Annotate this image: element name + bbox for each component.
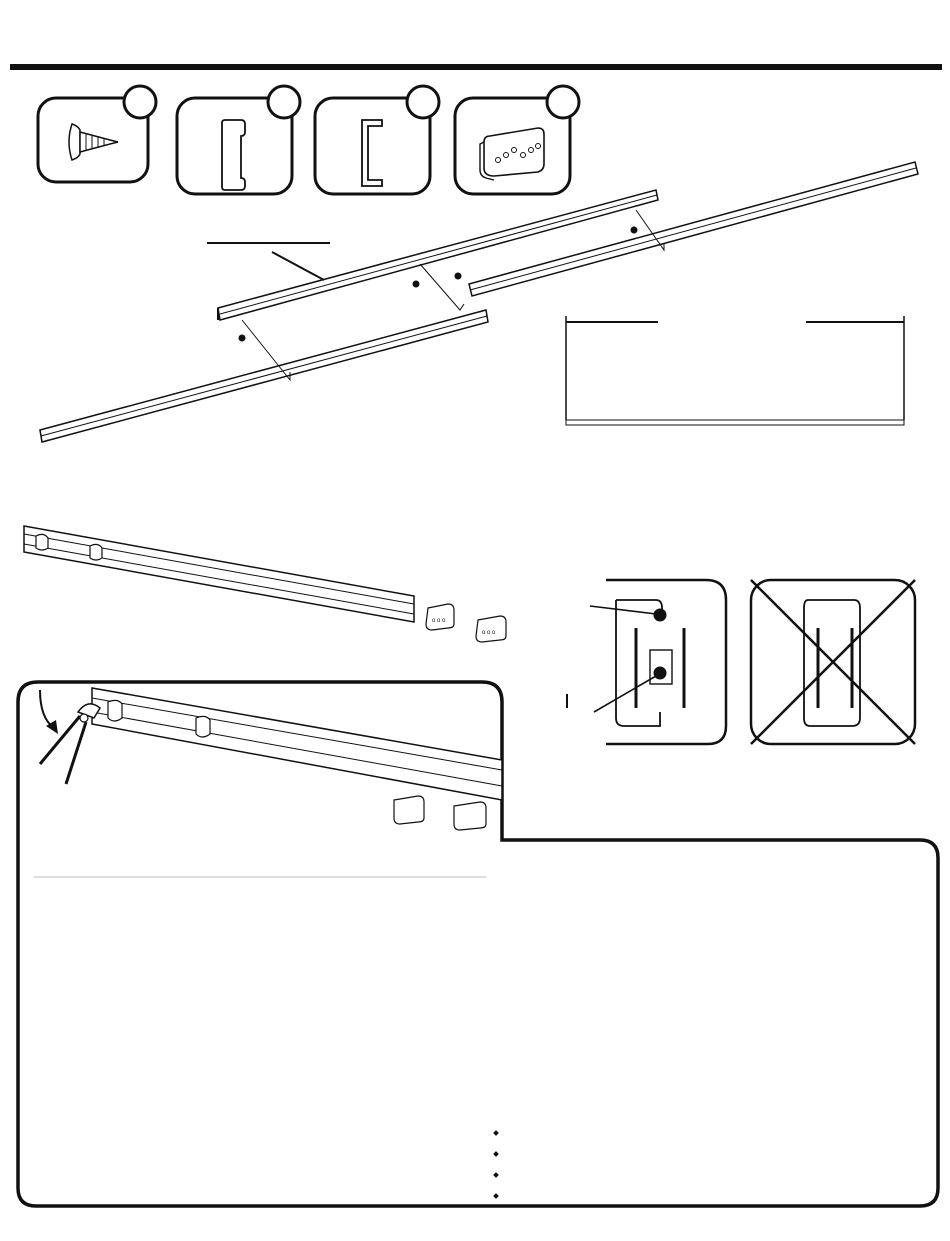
- bullet-icon: [493, 1130, 499, 1136]
- svg-text:o o o: o o o: [432, 618, 446, 624]
- hardware-box-connector-large: [177, 86, 300, 194]
- notes-bullet-list: [494, 1124, 504, 1208]
- rotate-arrow-icon: [40, 690, 54, 728]
- length-dimension-bracket: [566, 316, 904, 425]
- svg-text:o o o: o o o: [482, 630, 496, 636]
- incorrect-x-mark: [751, 580, 915, 744]
- end-cap-loose-2: [476, 616, 506, 642]
- bullet-icon: [493, 1151, 499, 1157]
- end-cap-icon: [480, 128, 544, 180]
- rail-lower: [40, 310, 488, 442]
- bullet-item: [494, 1187, 504, 1208]
- hardware-box-end-cap: [455, 86, 579, 194]
- bullet-icon: [493, 1193, 499, 1199]
- header-rule: [10, 64, 942, 70]
- bullet-item: [494, 1145, 504, 1166]
- rail-callout-leader: [207, 243, 330, 280]
- clip-top-marker: [654, 609, 666, 621]
- rail-assembly-diagram: [40, 162, 918, 442]
- clip-correct-view: [567, 580, 726, 744]
- hardware-box-connector-small: [315, 86, 439, 194]
- bullet-item: [494, 1124, 504, 1145]
- screw-icon: [69, 124, 118, 160]
- c-channel-small-icon: [362, 120, 382, 186]
- rail-endcap-step: [24, 526, 506, 642]
- bullet-item: [494, 1166, 504, 1187]
- clip-middle-marker: [654, 667, 666, 679]
- pliers-icon: [40, 704, 100, 784]
- detail-end-caps: [394, 796, 486, 830]
- clip-incorrect-view: [751, 580, 915, 744]
- hardware-box-screw: [38, 86, 156, 182]
- detail-rail: [92, 688, 502, 800]
- c-channel-large-icon: [222, 120, 245, 190]
- end-cap-loose-1: [426, 604, 454, 630]
- bullet-icon: [493, 1172, 499, 1178]
